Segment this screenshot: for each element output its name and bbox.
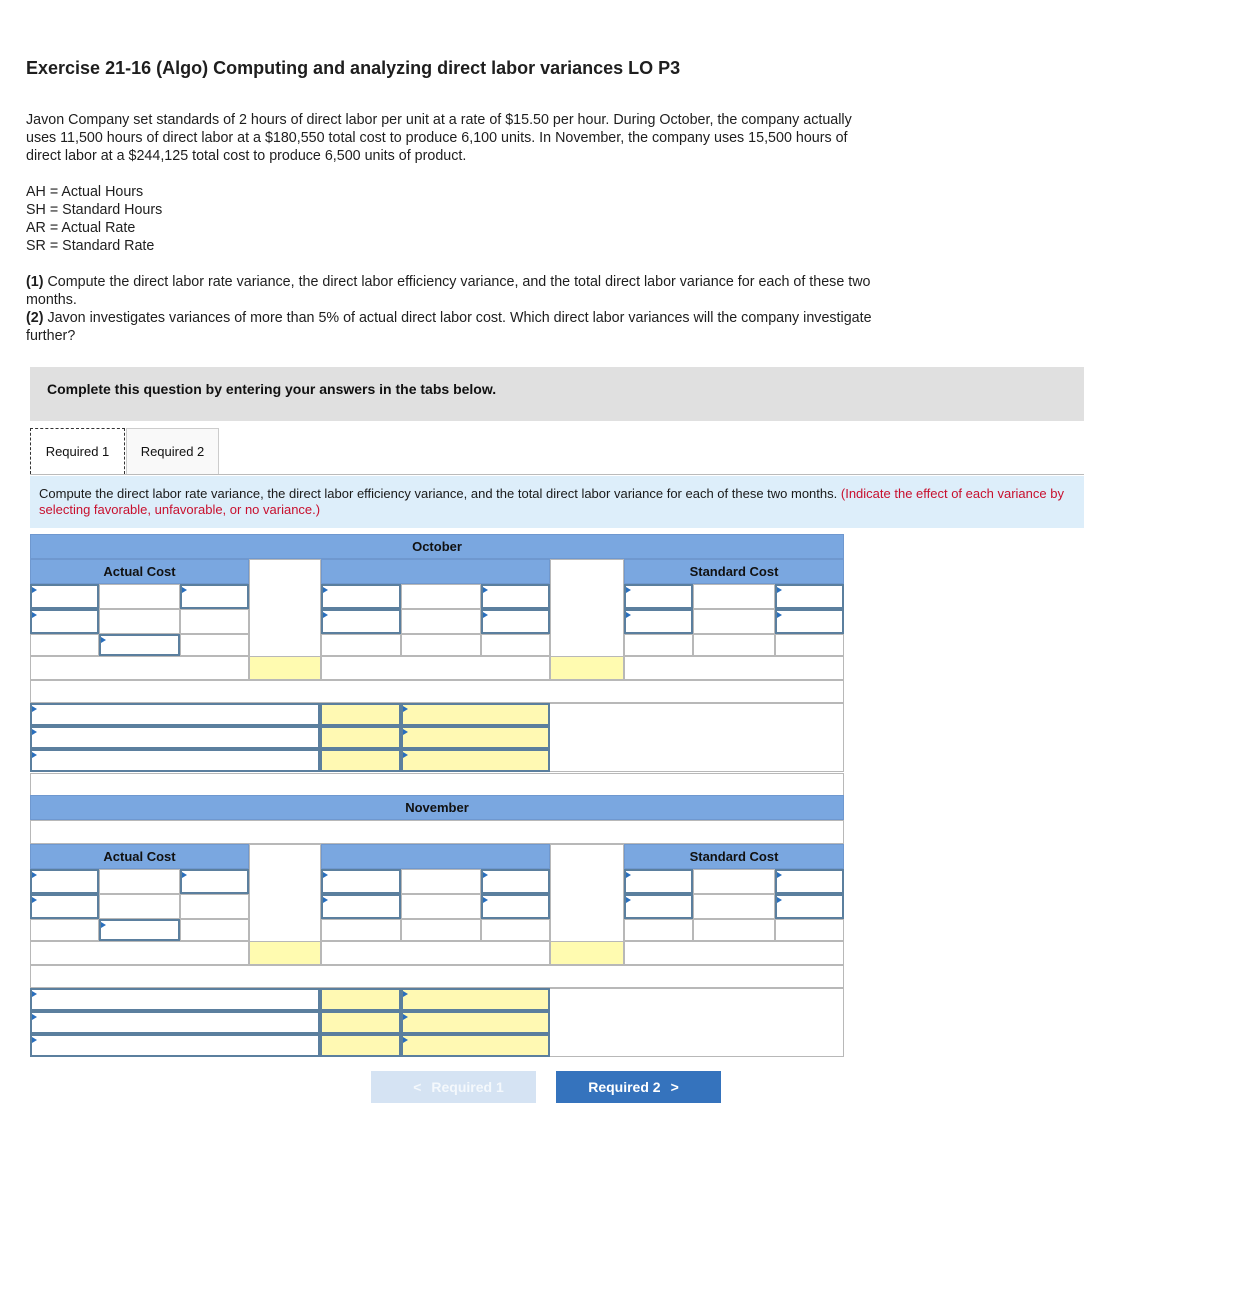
dropdown-arrow-icon bbox=[32, 706, 37, 712]
row-cell bbox=[624, 634, 693, 656]
standard-label-field-input[interactable] bbox=[626, 871, 691, 892]
total-variance-label-field-input[interactable] bbox=[32, 1036, 318, 1055]
dropdown-arrow-icon bbox=[626, 872, 631, 878]
row-cell bbox=[401, 634, 481, 656]
total-variance-amount-field-input[interactable] bbox=[322, 751, 399, 770]
actual-empty-cell bbox=[180, 609, 249, 634]
dropdown-arrow-icon bbox=[626, 587, 631, 593]
actual-operator-cell bbox=[99, 894, 180, 919]
efficiency-variance-amount-field-input[interactable] bbox=[322, 728, 399, 747]
actual-cost-header: Actual Cost bbox=[30, 844, 249, 869]
dropdown-arrow-icon bbox=[32, 752, 37, 758]
standard-value-field-input[interactable] bbox=[777, 896, 842, 917]
question-number: (2) bbox=[26, 310, 44, 326]
actual-label-field-input[interactable] bbox=[32, 611, 97, 632]
efficiency-variance-amount-field[interactable] bbox=[320, 726, 401, 749]
spacer-row bbox=[30, 773, 844, 797]
dropdown-arrow-icon bbox=[32, 729, 37, 735]
problem-intro bbox=[26, 111, 852, 165]
rate-variance-amount-field-input[interactable] bbox=[322, 990, 399, 1009]
dropdown-arrow-icon bbox=[777, 587, 782, 593]
total-variance-effect-field[interactable] bbox=[401, 749, 550, 772]
tab-instruction bbox=[30, 476, 1084, 528]
rate-variance-amount-field-input[interactable] bbox=[322, 705, 399, 724]
total-variance-label-field[interactable] bbox=[30, 749, 320, 772]
actual-label-field-input[interactable] bbox=[32, 586, 97, 607]
dropdown-arrow-icon bbox=[777, 897, 782, 903]
middle-label-field[interactable] bbox=[321, 584, 401, 609]
dropdown-arrow-icon bbox=[626, 612, 631, 618]
month-header: October bbox=[30, 534, 844, 559]
total-variance-label-field-input[interactable] bbox=[32, 751, 318, 770]
standard-total-cell bbox=[550, 656, 624, 680]
dropdown-arrow-icon bbox=[32, 991, 37, 997]
actual-cost-header: Actual Cost bbox=[30, 559, 249, 584]
total-variance-amount-field[interactable] bbox=[320, 749, 401, 772]
dropdown-arrow-icon bbox=[32, 897, 37, 903]
blank-column bbox=[249, 844, 321, 942]
dropdown-arrow-icon bbox=[32, 612, 37, 618]
dropdown-arrow-icon bbox=[483, 612, 488, 618]
efficiency-variance-effect-field[interactable] bbox=[401, 726, 550, 749]
spacer-row bbox=[30, 965, 844, 988]
standard-value-field-input[interactable] bbox=[777, 611, 842, 632]
middle-label-field-input[interactable] bbox=[323, 586, 399, 607]
dropdown-arrow-icon bbox=[483, 897, 488, 903]
rate-variance-amount-field[interactable] bbox=[320, 703, 401, 726]
standard-operator-cell bbox=[693, 584, 775, 609]
standard-label-field-input[interactable] bbox=[626, 611, 691, 632]
middle-value-field[interactable] bbox=[481, 584, 550, 609]
dropdown-arrow-icon bbox=[323, 872, 328, 878]
blank-column bbox=[550, 559, 624, 657]
dropdown-arrow-icon bbox=[403, 729, 408, 735]
dropdown-arrow-icon bbox=[323, 587, 328, 593]
standard-value-field[interactable] bbox=[775, 894, 844, 919]
dropdown-arrow-icon bbox=[32, 587, 37, 593]
chevron-left-icon: < bbox=[413, 1079, 422, 1095]
actual-operator-cell bbox=[99, 609, 180, 634]
rate-variance-effect-field[interactable] bbox=[401, 703, 550, 726]
blank-column bbox=[550, 844, 624, 942]
rate-variance-label-field-input[interactable] bbox=[32, 705, 318, 724]
standard-operator-cell bbox=[693, 894, 775, 919]
standard-cost-header: Standard Cost bbox=[624, 844, 844, 869]
actual-label-field-input[interactable] bbox=[32, 896, 97, 917]
dropdown-arrow-icon bbox=[101, 922, 106, 928]
standard-cost-header: Standard Cost bbox=[624, 559, 844, 584]
dropdown-arrow-icon bbox=[32, 1037, 37, 1043]
middle-operator-cell bbox=[401, 869, 481, 894]
next-tab-button[interactable] bbox=[556, 1071, 721, 1103]
next-button-label: Required 2 bbox=[588, 1079, 661, 1095]
rate-variance-label-field[interactable] bbox=[30, 988, 320, 1011]
dropdown-arrow-icon bbox=[323, 612, 328, 618]
standard-value-field-input[interactable] bbox=[777, 871, 842, 892]
total-variance-amount-field-input[interactable] bbox=[322, 1036, 399, 1055]
row-cell bbox=[481, 919, 550, 941]
spacer-row bbox=[30, 820, 844, 844]
definition-item: SR = Standard Rate bbox=[26, 238, 155, 254]
question-number: (1) bbox=[26, 274, 44, 290]
totals-row bbox=[321, 941, 550, 965]
question-list bbox=[26, 273, 872, 345]
middle-label-field[interactable] bbox=[321, 609, 401, 634]
actual-label-field[interactable] bbox=[30, 609, 99, 634]
question-1 bbox=[26, 273, 872, 291]
actual-label-field-input[interactable] bbox=[32, 871, 97, 892]
total-variance-effect-field[interactable] bbox=[401, 1034, 550, 1057]
dropdown-arrow-icon bbox=[483, 587, 488, 593]
intro-line: Javon Company set standards of 2 hours of direct labor per unit at a rate of $15.50 per hour. During October, the company actually bbox=[26, 112, 852, 128]
efficiency-variance-effect-field[interactable] bbox=[401, 1011, 550, 1034]
row-cell bbox=[30, 634, 99, 656]
standard-label-field[interactable] bbox=[624, 609, 693, 634]
standard-operator-cell bbox=[693, 609, 775, 634]
row-cell bbox=[775, 634, 844, 656]
efficiency-variance-effect-field-input[interactable] bbox=[403, 1013, 548, 1032]
totals-row bbox=[30, 656, 249, 680]
dropdown-arrow-icon bbox=[323, 897, 328, 903]
standard-value-field[interactable] bbox=[775, 609, 844, 634]
actual-operator-cell bbox=[99, 869, 180, 894]
middle-operator-cell bbox=[401, 894, 481, 919]
standard-label-field[interactable] bbox=[624, 584, 693, 609]
dropdown-arrow-icon bbox=[403, 706, 408, 712]
standard-value-field-input[interactable] bbox=[777, 586, 842, 607]
actual-value-field[interactable] bbox=[180, 869, 249, 894]
efficiency-variance-label-field-input[interactable] bbox=[32, 728, 318, 747]
actual-value-field-input[interactable] bbox=[182, 871, 247, 892]
middle-label-field-input[interactable] bbox=[323, 871, 399, 892]
actual-value-field-input[interactable] bbox=[182, 586, 247, 607]
middle-value-field-input[interactable] bbox=[483, 586, 548, 607]
actual-label-field[interactable] bbox=[30, 869, 99, 894]
totals-row bbox=[624, 656, 844, 680]
middle-label-field[interactable] bbox=[321, 894, 401, 919]
total-variance-amount-field[interactable] bbox=[320, 1034, 401, 1057]
spacer-row bbox=[30, 680, 844, 703]
question-2 bbox=[26, 309, 872, 327]
dropdown-arrow-icon bbox=[182, 587, 187, 593]
definition-item: AH = Actual Hours bbox=[26, 184, 144, 200]
tab-divider bbox=[30, 474, 1084, 475]
middle-operator-cell bbox=[401, 584, 481, 609]
efficiency-variance-amount-field-input[interactable] bbox=[322, 1013, 399, 1032]
total-variance-label-field[interactable] bbox=[30, 1034, 320, 1057]
month-header: November bbox=[30, 795, 844, 820]
actual-total-cell bbox=[249, 656, 321, 680]
intro-line: direct labor at a $244,125 total cost to produce 6,500 units of product. bbox=[26, 148, 467, 164]
dropdown-arrow-icon bbox=[777, 612, 782, 618]
tab-required-1[interactable]: Required 1 bbox=[30, 428, 125, 474]
total-variance-effect-field-input[interactable] bbox=[403, 751, 548, 770]
row-cell bbox=[321, 919, 401, 941]
row-cell bbox=[624, 919, 693, 941]
row-cell bbox=[481, 634, 550, 656]
rate-variance-label-field-input[interactable] bbox=[32, 990, 318, 1009]
standard-label-field[interactable] bbox=[624, 894, 693, 919]
dropdown-arrow-icon bbox=[483, 872, 488, 878]
dropdown-arrow-icon bbox=[32, 872, 37, 878]
actual-result-field-input[interactable] bbox=[101, 636, 178, 654]
efficiency-variance-label-field[interactable] bbox=[30, 726, 320, 749]
actual-label-field[interactable] bbox=[30, 584, 99, 609]
question-2-cont: further? bbox=[26, 328, 76, 344]
standard-label-field-input[interactable] bbox=[626, 586, 691, 607]
middle-label-field[interactable] bbox=[321, 869, 401, 894]
middle-value-field-input[interactable] bbox=[483, 611, 548, 632]
row-cell bbox=[180, 634, 249, 656]
banner-text: Complete this question by entering your answers in the tabs below. bbox=[47, 381, 497, 397]
totals-row bbox=[30, 941, 249, 965]
middle-label-field-input[interactable] bbox=[323, 896, 399, 917]
efficiency-variance-amount-field[interactable] bbox=[320, 1011, 401, 1034]
totals-row bbox=[321, 656, 550, 680]
intro-line: uses 11,500 hours of direct labor at a $180,550 total cost to produce 6,100 units. In November, the company uses 15,500 hours of bbox=[26, 130, 848, 146]
standard-value-field[interactable] bbox=[775, 869, 844, 894]
middle-header bbox=[321, 559, 550, 584]
actual-result-field-input[interactable] bbox=[101, 921, 178, 939]
dropdown-arrow-icon bbox=[777, 872, 782, 878]
rate-variance-effect-field-input[interactable] bbox=[403, 705, 548, 724]
instruction-text: Compute the direct labor rate variance, the direct labor efficiency variance, and the total direct labor variance for each of these two months. bbox=[39, 486, 838, 501]
standard-operator-cell bbox=[693, 869, 775, 894]
middle-value-field-input[interactable] bbox=[483, 896, 548, 917]
middle-label-field-input[interactable] bbox=[323, 611, 399, 632]
prev-button-label: Required 1 bbox=[431, 1079, 504, 1095]
dropdown-arrow-icon bbox=[403, 1014, 408, 1020]
totals-row bbox=[624, 941, 844, 965]
dropdown-arrow-icon bbox=[626, 897, 631, 903]
dropdown-arrow-icon bbox=[403, 1037, 408, 1043]
row-cell bbox=[775, 919, 844, 941]
dropdown-arrow-icon bbox=[182, 872, 187, 878]
definition-item: SH = Standard Hours bbox=[26, 202, 163, 218]
instructions-banner bbox=[30, 367, 1084, 421]
middle-value-field[interactable] bbox=[481, 869, 550, 894]
row-cell bbox=[30, 919, 99, 941]
middle-operator-cell bbox=[401, 609, 481, 634]
question-text: Compute the direct labor rate variance, the direct labor efficiency variance, and the total direct labor variance for each of these two bbox=[43, 274, 871, 290]
middle-header bbox=[321, 844, 550, 869]
dropdown-arrow-icon bbox=[403, 752, 408, 758]
rate-variance-label-field[interactable] bbox=[30, 703, 320, 726]
actual-empty-cell bbox=[180, 894, 249, 919]
actual-total-cell bbox=[249, 941, 321, 965]
actual-result-field[interactable] bbox=[99, 919, 180, 941]
row-cell bbox=[693, 634, 775, 656]
prev-tab-button[interactable] bbox=[371, 1071, 536, 1103]
total-variance-effect-field-input[interactable] bbox=[403, 1036, 548, 1055]
actual-label-field[interactable] bbox=[30, 894, 99, 919]
definition-item: AR = Actual Rate bbox=[26, 220, 136, 236]
efficiency-variance-label-field[interactable] bbox=[30, 1011, 320, 1034]
question-text: Javon investigates variances of more than 5% of actual direct labor cost. Which direct labor variances will the company investigate bbox=[43, 310, 872, 326]
tab-required-2[interactable]: Required 2 bbox=[126, 428, 219, 474]
dropdown-arrow-icon bbox=[101, 637, 106, 643]
middle-value-field-input[interactable] bbox=[483, 871, 548, 892]
rate-variance-amount-field[interactable] bbox=[320, 988, 401, 1011]
chevron-right-icon: > bbox=[670, 1079, 679, 1095]
row-cell bbox=[693, 919, 775, 941]
rate-variance-effect-field[interactable] bbox=[401, 988, 550, 1011]
actual-operator-cell bbox=[99, 584, 180, 609]
blank-column bbox=[249, 559, 321, 657]
dropdown-arrow-icon bbox=[32, 1014, 37, 1020]
definitions-list bbox=[26, 183, 162, 255]
instruction-note: (Indicate the effect of each variance by selecting favorable, unfavorable, or no variance.) bbox=[39, 486, 1064, 517]
rate-variance-effect-field-input[interactable] bbox=[403, 990, 548, 1009]
efficiency-variance-label-field-input[interactable] bbox=[32, 1013, 318, 1032]
standard-total-cell bbox=[550, 941, 624, 965]
middle-value-field[interactable] bbox=[481, 609, 550, 634]
actual-result-field[interactable] bbox=[99, 634, 180, 656]
standard-label-field[interactable] bbox=[624, 869, 693, 894]
middle-value-field[interactable] bbox=[481, 894, 550, 919]
standard-value-field[interactable] bbox=[775, 584, 844, 609]
row-cell bbox=[321, 634, 401, 656]
page-title: Exercise 21-16 (Algo) Computing and analyzing direct labor variances LO P3 bbox=[26, 58, 681, 78]
row-cell bbox=[180, 919, 249, 941]
row-cell bbox=[401, 919, 481, 941]
dropdown-arrow-icon bbox=[403, 991, 408, 997]
efficiency-variance-effect-field-input[interactable] bbox=[403, 728, 548, 747]
standard-label-field-input[interactable] bbox=[626, 896, 691, 917]
actual-value-field[interactable] bbox=[180, 584, 249, 609]
question-1-cont: months. bbox=[26, 292, 77, 308]
